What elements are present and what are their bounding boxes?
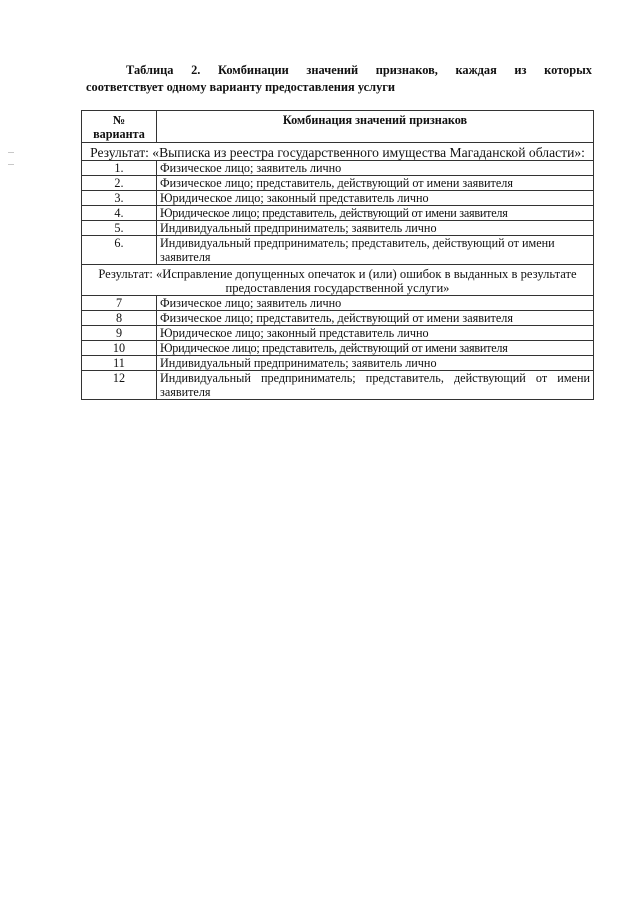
table-row <box>82 221 594 236</box>
table-row <box>82 191 594 206</box>
variant-number: 10 <box>82 341 157 356</box>
variant-number: 6. <box>82 236 157 265</box>
variant-number: 2. <box>82 176 157 191</box>
variant-combination: Физическое лицо; заявитель лично <box>157 161 594 176</box>
result-heading: Результат: «Исправление допущенных опечаток и (или) ошибок в выданных в результате предоставления государственной услуги» <box>82 265 594 296</box>
scan-margin-mark <box>8 152 14 153</box>
table-row <box>82 206 594 221</box>
variant-combination: Индивидуальный предприниматель; заявитель лично <box>157 356 594 371</box>
table-row <box>82 326 594 341</box>
scan-margin-mark <box>8 164 14 165</box>
table-caption <box>86 62 592 96</box>
variant-number: 5. <box>82 221 157 236</box>
variant-combination: Юридическое лицо; законный представитель лично <box>157 326 594 341</box>
variant-combination: Юридическое лицо; представитель, действующий от имени заявителя <box>157 206 594 221</box>
variant-number: 4. <box>82 206 157 221</box>
table-row <box>82 371 594 400</box>
table-row <box>82 296 594 311</box>
variant-combination: Индивидуальный предприниматель; заявитель лично <box>157 221 594 236</box>
header-number-symbol: № <box>112 113 126 127</box>
header-number-label: варианта <box>93 127 145 141</box>
table-row <box>82 161 594 176</box>
table-row <box>82 236 594 265</box>
result-row <box>82 265 594 296</box>
variant-number: 11 <box>82 356 157 371</box>
table-row <box>82 341 594 356</box>
variant-number: 9 <box>82 326 157 341</box>
table-row <box>82 176 594 191</box>
header-number <box>82 111 157 143</box>
variant-number: 7 <box>82 296 157 311</box>
result-row <box>82 143 594 161</box>
variant-combination: Физическое лицо; заявитель лично <box>157 296 594 311</box>
table-row <box>82 311 594 326</box>
variant-number: 3. <box>82 191 157 206</box>
variant-number: 12 <box>82 371 157 400</box>
variant-number: 8 <box>82 311 157 326</box>
combinations-table <box>81 110 594 400</box>
variant-combination: Юридическое лицо; представитель, действующий от имени заявителя <box>157 341 594 356</box>
header-combination: Комбинация значений признаков <box>157 111 594 143</box>
caption-line-2: соответствует одному варианту предоставления услуги <box>86 80 396 94</box>
variant-combination: Физическое лицо; представитель, действующий от имени заявителя <box>157 311 594 326</box>
table-row <box>82 356 594 371</box>
result-heading: Результат: «Выписка из реестра государственного имущества Магаданской области»: <box>82 143 594 161</box>
variant-combination: Физическое лицо; представитель, действующий от имени заявителя <box>157 176 594 191</box>
caption-line-1: Таблица 2. Комбинации значений признаков, каждая из которых <box>126 63 592 77</box>
table-header-row <box>82 111 594 143</box>
variant-combination: Индивидуальный предприниматель; представитель, действующий от имени заявителя <box>157 236 594 265</box>
variant-combination: Индивидуальный предприниматель; представитель, действующий от имени заявителя <box>157 371 594 400</box>
variant-combination: Юридическое лицо; законный представитель лично <box>157 191 594 206</box>
variant-number: 1. <box>82 161 157 176</box>
